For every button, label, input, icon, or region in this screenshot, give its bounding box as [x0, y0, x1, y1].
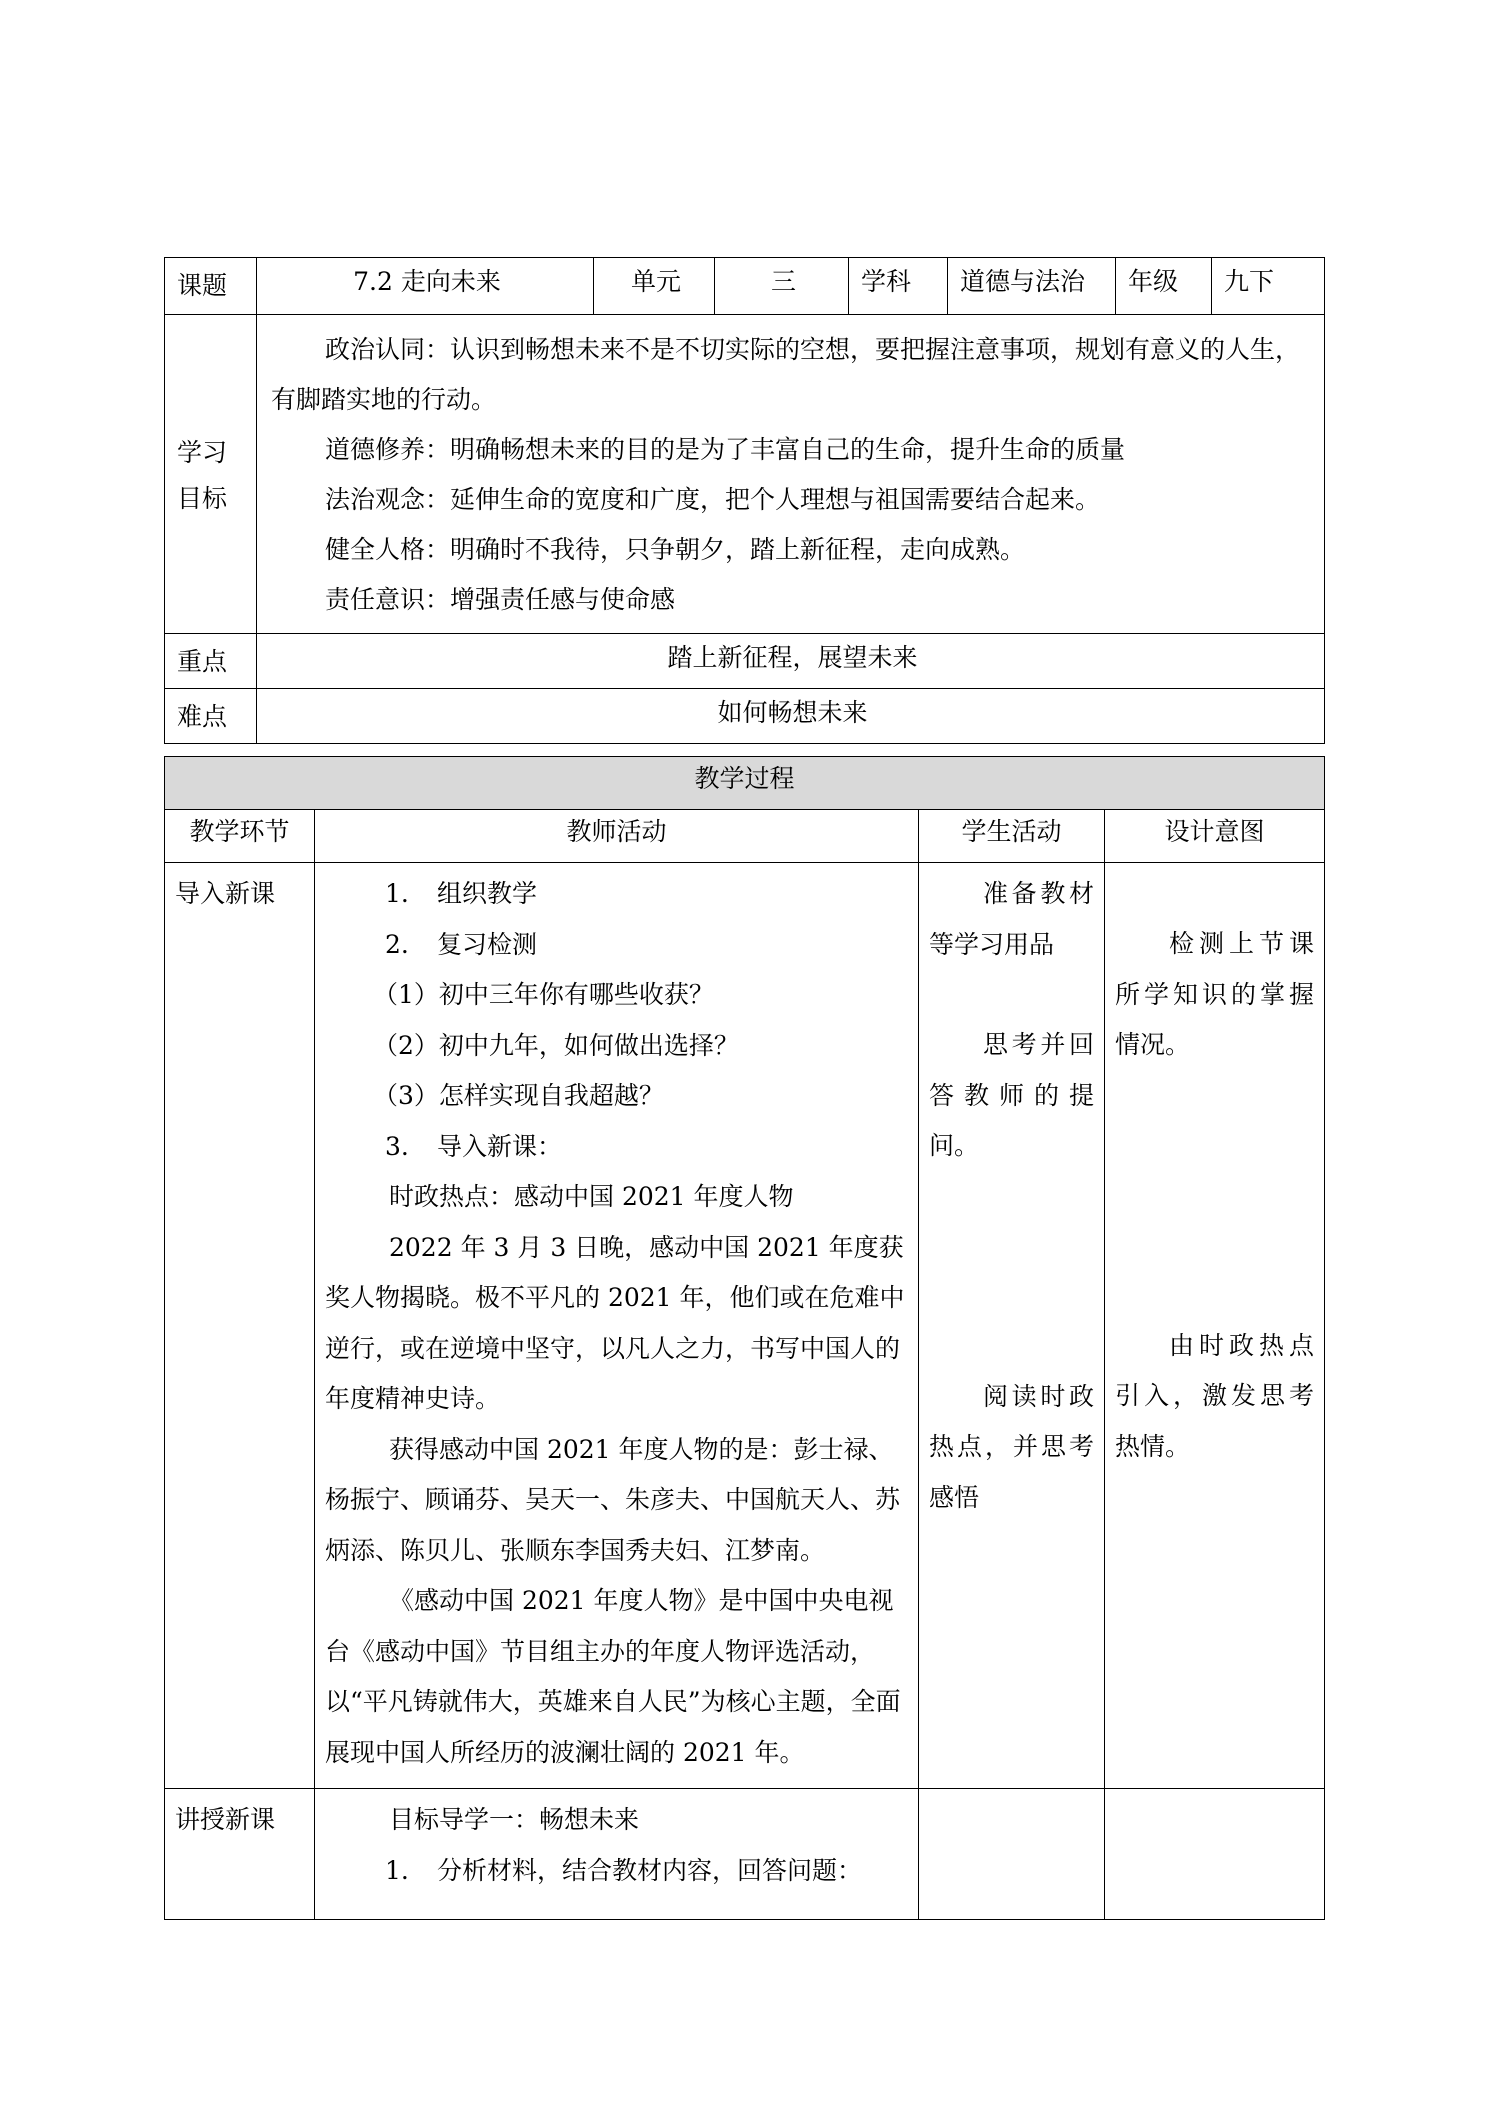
stage-intro: 导入新课 [165, 863, 315, 1789]
goals-label-line-1: 学习 [177, 438, 228, 467]
unit-label: 单元 [594, 258, 715, 315]
goals-label [165, 315, 257, 634]
subject-value: 道德与法治 [948, 258, 1116, 315]
hot-paragraph-1: 2022 年 3 月 3 日晚，感动中国 2021 年度获奖人物揭晓。极不平凡的 2021 年，他们或在危难中逆行，或在逆境中坚守，以凡人之力，书写中国人的年度精神史诗。 [325, 1232, 905, 1413]
col-design: 设计意图 [1105, 810, 1325, 863]
design-note-2: 由时政热点引入，激发思考热情。 [1115, 1330, 1315, 1461]
key-point-label: 重点 [165, 634, 257, 689]
intro-item-3: 3. 导入新课： [385, 1131, 563, 1161]
unit-value: 三 [715, 258, 849, 315]
goal-guide-1: 目标导学一：畅想未来 [389, 1805, 640, 1834]
subject-label: 学科 [849, 258, 948, 315]
grade-value: 九下 [1212, 258, 1325, 315]
question-3: （3）怎样实现自我超越？ [373, 1081, 664, 1110]
student-note-2: 思考并回答教师的提问。 [929, 1030, 1094, 1160]
goal-personality: 健全人格：明确时不我待，只争朝夕，踏上新征程，走向成熟。 [325, 535, 1026, 564]
student-note-3: 阅读时政热点，并思考感悟 [929, 1381, 1094, 1512]
difficulty-label: 难点 [165, 689, 257, 744]
topic-label: 课题 [165, 258, 257, 315]
question-1: （1）初中三年你有哪些收获？ [373, 980, 714, 1009]
hot-paragraph-3: 《感动中国 2021 年度人物》是中国中央电视台《感动中国》节目组主办的年度人物评选活动，以“平凡铸就伟大，英雄来自人民”为核心主题，全面展现中国人所经历的波澜壮阔的 2021 年。 [325, 1586, 901, 1767]
design-intent-lecture [1105, 1789, 1325, 1920]
goal-moral: 道德修养：明确畅想未来的目的是为了丰富自己的生命，提升生命的质量 [325, 435, 1126, 464]
intro-item-2: 2. 复习检测 [385, 929, 538, 959]
lecture-item-1: 1. 分析材料，结合教材内容，回答问题： [385, 1855, 863, 1885]
hot-paragraph-2: 获得感动中国 2021 年度人物的是：彭士禄、杨振宁、顾诵芬、吴天一、朱彦夫、中国航天人、苏炳添、陈贝儿、张顺东李国秀夫妇、江梦南。 [325, 1434, 901, 1565]
teacher-activity-lecture [315, 1789, 919, 1920]
goal-law: 法治观念：延伸生命的宽度和广度，把个人理想与祖国需要结合起来。 [325, 485, 1101, 514]
student-activity-lecture [919, 1789, 1105, 1920]
difficulty-value: 如何畅想未来 [257, 689, 1325, 744]
goals-content [257, 315, 1325, 634]
question-2: （2）初中九年，如何做出选择？ [373, 1030, 739, 1060]
key-point-value: 踏上新征程，展望未来 [257, 634, 1325, 689]
grade-label: 年级 [1116, 258, 1212, 315]
col-stage: 教学环节 [165, 810, 315, 863]
col-teacher: 教师活动 [315, 810, 919, 863]
lesson-info-table [164, 257, 1325, 744]
topic-value: 7.2 走向未来 [257, 258, 594, 315]
goals-label-line-2: 目标 [177, 484, 228, 513]
goal-responsibility: 责任意识：增强责任感与使命感 [325, 585, 676, 614]
design-note-1: 检测上节课所学知识的掌握情况。 [1115, 929, 1315, 1059]
process-title: 教学过程 [165, 757, 1325, 810]
col-student: 学生活动 [919, 810, 1105, 863]
stage-lecture: 讲授新课 [165, 1789, 315, 1920]
student-note-1: 准备教材等学习用品 [929, 879, 1094, 959]
design-intent-intro [1105, 863, 1325, 1789]
intro-item-1: 1. 组织教学 [385, 879, 538, 908]
teacher-activity-intro [315, 863, 919, 1789]
student-activity-intro [919, 863, 1105, 1789]
goal-political: 政治认同：认识到畅想未来不是不切实际的空想，要把握注意事项，规划有意义的人生，有脚踏实地的行动。 [271, 335, 1301, 414]
hot-topic-title: 时政热点：感动中国 2021 年度人物 [389, 1182, 794, 1211]
teaching-process-table [164, 756, 1325, 1920]
